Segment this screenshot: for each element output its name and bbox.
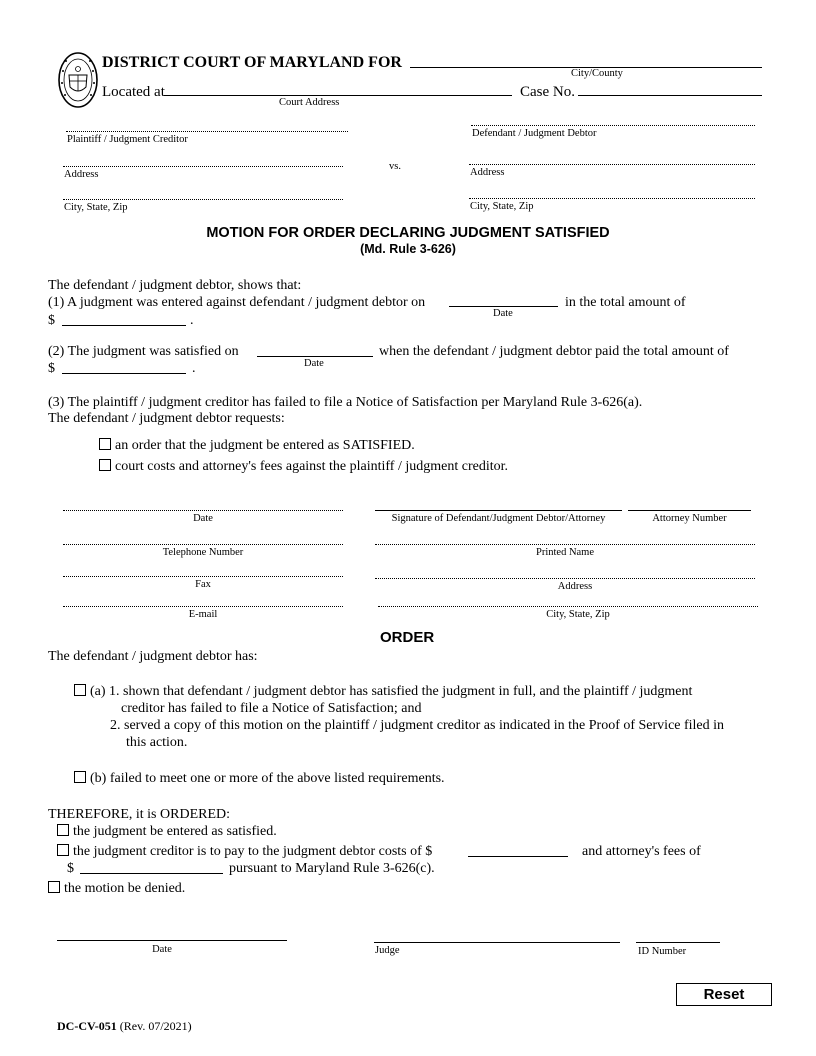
satisfied-date-field[interactable] [257,356,373,357]
id-number-field[interactable] [636,942,720,943]
order-a-item [74,684,692,700]
paragraph-2-text: (2) The judgment was satisfied on [48,344,239,359]
plaintiff-city-label: City, State, Zip [64,202,128,213]
order-b-checkbox[interactable] [74,771,86,783]
ordered-satisfied-checkbox[interactable] [57,824,69,836]
plaintiff-label: Plaintiff / Judgment Creditor [67,134,188,145]
court-title: DISTRICT COURT OF MARYLAND FOR [102,54,402,71]
reset-button[interactable]: Reset [676,983,772,1006]
located-at-label: Located at [102,84,165,100]
order-date-label: Date [152,944,172,955]
form-revision: (Rev. 07/2021) [119,1019,192,1033]
defendant-address-field[interactable] [469,164,755,165]
city-county-label: City/County [571,68,623,79]
paragraph-1-text: (1) A judgment was entered against defendant / judgment debtor on [48,295,426,310]
satisfied-date-label: Date [304,358,324,369]
form-title: MOTION FOR ORDER DECLARING JUDGMENT SATISFIED [206,225,610,241]
signature-label: Signature of Defendant/Judgment Debtor/Attorney [391,513,606,524]
order-a2-cont: this action. [126,735,188,750]
order-b-item [74,771,445,787]
id-number-label: ID Number [638,946,687,957]
sign-date-field[interactable] [63,510,343,511]
signer-city-field[interactable] [378,606,758,607]
attorney-number-label: Attorney Number [652,513,727,524]
signer-address-label: Address [557,581,593,592]
request-satisfied-checkbox[interactable] [99,438,111,450]
signer-city-label: City, State, Zip [546,609,610,620]
motion-intro: The defendant / judgment debtor, shows that: [48,278,302,293]
request-costs-label: court costs and attorney's fees against the plaintiff / judgment creditor. [115,459,508,474]
ordered-costs-checkbox[interactable] [57,844,69,856]
form-footer [57,1019,192,1034]
case-no-label: Case No. [520,84,575,100]
order-a-checkbox[interactable] [74,684,86,696]
printed-name-field[interactable] [375,544,755,545]
telephone-label: Telephone Number [162,547,244,558]
period: . [190,313,194,328]
email-field[interactable] [63,606,343,607]
form-subtitle: (Md. Rule 3-626) [360,242,456,256]
judge-signature-field[interactable] [374,942,620,943]
paid-amount-field[interactable] [62,373,186,374]
defendant-address-label: Address [470,167,505,178]
attorney-number-field[interactable] [628,510,751,511]
court-seal-logo [57,51,99,109]
dollar-sign: $ [48,361,55,376]
request-costs-checkbox[interactable] [99,459,111,471]
telephone-field[interactable] [63,544,343,545]
judgment-amount-field[interactable] [62,325,186,326]
ordered-denied-checkbox[interactable] [48,881,60,893]
ordered-satisfied-label: the judgment be entered as satisfied. [73,824,277,839]
request-satisfied-label: an order that the judgment be entered as SATISFIED. [115,438,415,453]
court-address-label: Court Address [279,97,340,108]
court-address-field[interactable] [164,95,512,96]
fax-label: Fax [195,579,211,590]
therefore-label: THEREFORE, it is ORDERED: [48,807,231,822]
signature-field[interactable] [375,510,622,511]
vs-label: vs. [389,161,401,172]
attorney-fees-field[interactable] [80,873,223,874]
judgment-date-field[interactable] [449,306,558,307]
costs-amount-field[interactable] [468,856,568,857]
sign-date-label: Date [193,513,213,524]
judgment-date-label: Date [493,308,513,319]
dollar-sign: $ [67,861,74,876]
order-a1-cont: creditor has failed to file a Notice of Satisfaction; and [121,701,422,716]
paragraph-3-text: (3) The plaintiff / judgment creditor has failed to file a Notice of Satisfaction per Maryland Rule 3-626(a). [48,395,643,410]
case-number-field[interactable] [578,95,762,96]
ordered-denied-label: the motion be denied. [64,881,186,896]
defendant-city-field[interactable] [469,198,755,199]
defendant-city-label: City, State, Zip [470,201,534,212]
signer-address-field[interactable] [375,578,755,579]
ordered-costs-label: the judgment creditor is to pay to the judgment debtor costs of $ [73,844,433,859]
plaintiff-name-field[interactable] [66,131,348,132]
order-a2-text: 2. served a copy of this motion on the plaintiff / judgment creditor as indicated in the Proof of Service filed in [110,718,725,733]
form-id: DC-CV-051 [57,1019,117,1033]
fax-field[interactable] [63,576,343,577]
ordered-costs-item [57,844,432,860]
email-label: E-mail [188,609,218,620]
paragraph-2-text-end: when the defendant / judgment debtor paid the total amount of [379,344,729,359]
order-a1-text: (a) 1. shown that defendant / judgment debtor has satisfied the judgment in full, and the plaintiff / judgment [90,684,693,699]
order-has-label: The defendant / judgment debtor has: [48,649,258,664]
judge-label: Judge [375,945,400,956]
order-date-field[interactable] [57,940,287,941]
paragraph-1-text-end: in the total amount of [565,295,686,310]
order-heading: ORDER [380,629,435,646]
ordered-satisfied-item [57,824,277,840]
printed-name-label: Printed Name [535,547,595,558]
pursuant-text: pursuant to Maryland Rule 3-626(c). [229,861,435,876]
plaintiff-address-label: Address [64,169,99,180]
ordered-denied-item [48,881,185,897]
period: . [192,361,196,376]
attorney-fees-label: and attorney's fees of [582,844,701,859]
defendant-label: Defendant / Judgment Debtor [472,128,597,139]
plaintiff-address-field[interactable] [63,166,343,167]
plaintiff-city-field[interactable] [63,199,343,200]
defendant-name-field[interactable] [471,125,755,126]
request-costs-item [99,459,508,475]
order-b-text: (b) failed to meet one or more of the above listed requirements. [90,771,445,786]
requests-label: The defendant / judgment debtor requests: [48,411,285,426]
dollar-sign: $ [48,313,55,328]
request-satisfied-item [99,438,415,454]
